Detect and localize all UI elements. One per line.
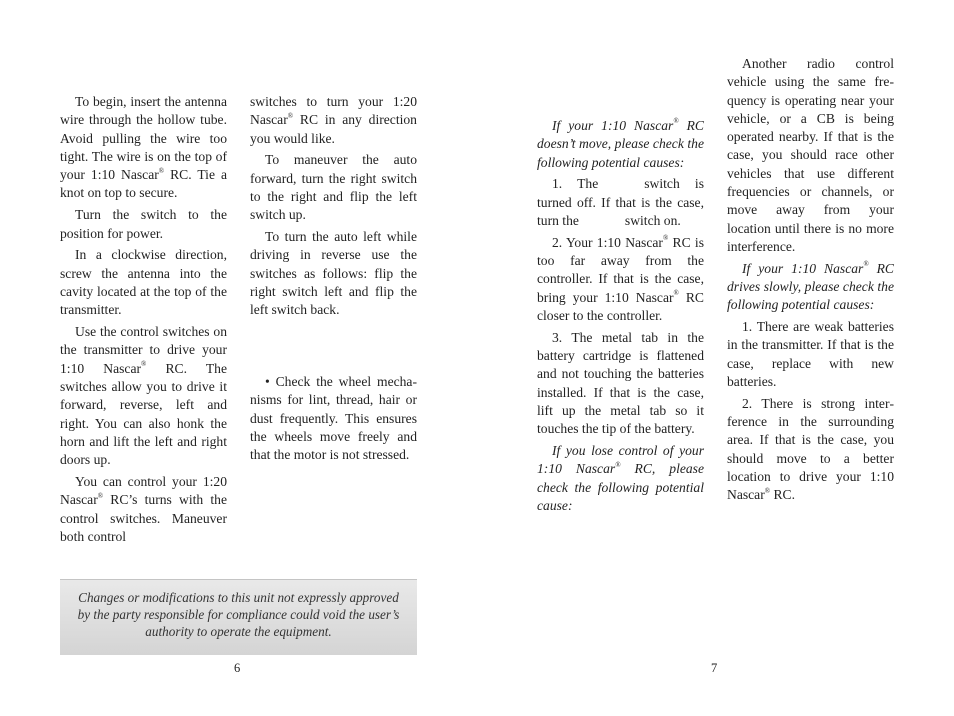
page-number-left: 6	[234, 661, 241, 675]
text: 2. Your 1:10 Nascar	[552, 234, 663, 250]
registered-mark: ®	[764, 486, 771, 495]
text: RC’s turns with the control switches. Maneuver both control	[60, 492, 227, 544]
text: 1. The	[552, 176, 599, 192]
notice-text: Changes or modifications to this unit not expressly approved by the party responsible for compliance could void the user’s authority to operate the equipment.	[77, 590, 400, 639]
text: RC doesn’t move, please check the following potential causes:	[537, 118, 704, 170]
text: RC closer to the controller.	[537, 289, 704, 323]
text: switch is turned off. If that is the case, turn the	[537, 176, 704, 228]
left-page-column-2	[250, 93, 417, 323]
paragraph-turns-continued	[250, 93, 417, 148]
text: To begin, insert the antenna wire through the hollow tube. Avoid pulling the wire too tight. The wire is on the top of your 1:10 Nascar	[60, 94, 227, 183]
registered-mark: ®	[863, 260, 869, 269]
registered-mark: ®	[141, 360, 147, 369]
registered-mark: ®	[158, 166, 165, 175]
right-page-column-1	[537, 117, 704, 519]
cause-1	[537, 175, 704, 230]
heading-lose-control	[537, 442, 704, 515]
paragraph-forward: To maneuver the auto forward, turn the right switch to the right and flip the left switch up.	[250, 152, 417, 223]
text: RC. Tie a knot on top to secure.	[60, 167, 227, 201]
text: RC drives slowly, please check the following potential causes:	[727, 260, 894, 313]
text: RC.	[773, 487, 796, 503]
paragraph-switch: Turn the switch to the position for power.	[60, 207, 227, 241]
heading-drives-slowly	[727, 260, 894, 315]
registered-mark: ®	[97, 491, 104, 500]
text: switches to turn your 1:20 Nascar	[250, 94, 417, 128]
cause-2	[537, 234, 704, 325]
interference-paragraph: Another radio control vehicle using the same frequency is operating near your vehicle, or a CB is being operated nearby. If that is the case, you should race other vehicles that use different frequencies or channels, or move away from your location until there is no more interference.	[727, 56, 894, 254]
text: RC in any direction you would like.	[250, 112, 417, 146]
heading-doesnt-move	[537, 117, 704, 172]
paragraph-antenna	[60, 93, 227, 203]
text: You can control your 1:20 Nascar	[60, 473, 227, 508]
registered-mark: ®	[615, 460, 621, 469]
slow-cause-1: 1. There are weak batteries in the transmitter. If that is the case, replace with new batteries.	[727, 319, 894, 390]
slow-cause-2	[727, 395, 894, 505]
paragraph-reverse-left: To turn the auto left while driving in reverse use the switches as follows: flip the right switch left and flip the left switch back.	[250, 229, 417, 318]
left-page-column-1	[60, 93, 227, 550]
registered-mark: ®	[287, 111, 294, 120]
text: switch on.	[624, 212, 681, 228]
text: Use the control switches on the transmitter to drive your 1:10 Nascar	[60, 324, 227, 376]
text: RC is too far away from the controller. If that is the case, bring your 1:10 Nascar	[537, 234, 704, 305]
text: 2. There is strong interference in the surrounding area. If that is the case, you should move to a better location to drive your 1:10 Nascar	[727, 395, 894, 503]
text: If your 1:10 Nascar	[742, 260, 864, 276]
registered-mark: ®	[673, 117, 679, 126]
maintenance-bullet	[250, 373, 417, 468]
page-number-right: 7	[711, 661, 718, 675]
text: RC, please check the following potential cause:	[537, 461, 704, 513]
fcc-notice-box	[60, 579, 417, 655]
cause-3: 3. The metal tab in the battery cartridge is flattened and not touching the batteries installed. If that is the case, lift up the metal tab so it touches the tip of the battery.	[537, 329, 704, 437]
text: RC. The switches allow you to drive it forward, reverse, left and right. You can also honk the horn and lift the left and right doors up.	[60, 360, 227, 468]
registered-mark: ®	[662, 234, 669, 243]
text: If your 1:10 Nascar	[552, 118, 674, 133]
paragraph-screw: In a clockwise direction, screw the antenna into the cavity located at the top of the transmitter.	[60, 247, 227, 318]
bullet-item: • Check the wheel mechanisms for lint, thread, hair or dust frequently. This ensures the wheels move freely and that the motor is not stressed.	[250, 374, 417, 463]
paragraph-control-switches	[60, 323, 227, 469]
right-page-column-2	[727, 55, 894, 508]
registered-mark: ®	[673, 289, 679, 298]
paragraph-turns	[60, 473, 227, 546]
text: If you lose control of your 1:10 Nascar	[537, 443, 704, 477]
